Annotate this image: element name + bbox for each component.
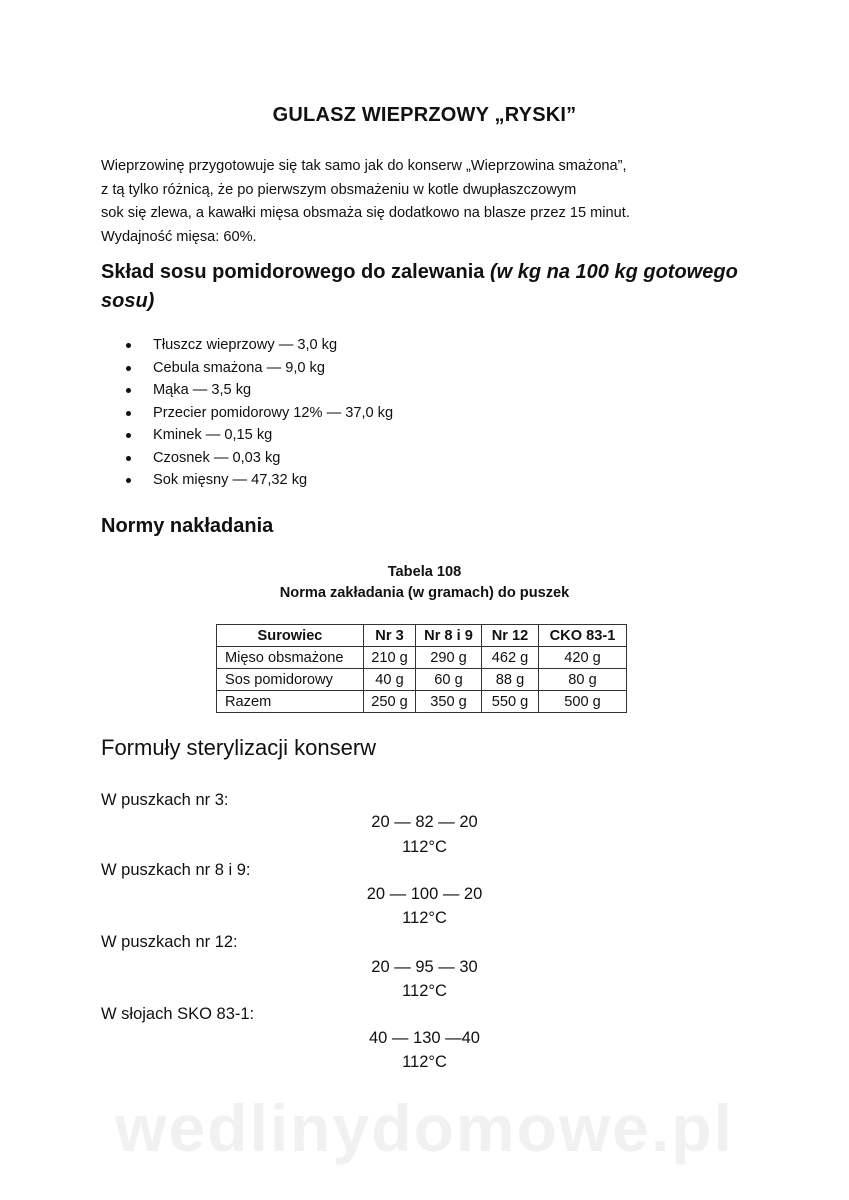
table-cell: 80 g [539, 669, 627, 691]
ingredient-list [101, 334, 393, 492]
intro-line: sok się zlewa, a kawałki mięsa obsmaża się dodatkowo na blasze przez 15 minut. [101, 205, 630, 221]
list-item: Przecier pomidorowy 12% — 37,0 kg [101, 402, 393, 425]
list-item: Kminek — 0,15 kg [101, 424, 393, 447]
column-header: Nr 12 [482, 625, 539, 647]
list-item: Cebula smażona — 9,0 kg [101, 357, 393, 380]
intro-line: Wydajność mięsa: 60%. [101, 228, 257, 245]
table-cell: 420 g [539, 647, 627, 669]
sterilization-formula: 20 — 95 — 30 [371, 958, 478, 976]
table-caption-title: Norma zakładania (w gramach) do puszek [279, 585, 570, 601]
list-item: Czosnek — 0,03 kg [101, 447, 393, 470]
table-cell: 550 g [482, 691, 539, 713]
table-row [217, 691, 627, 713]
list-item: Tłuszcz wieprzowy — 3,0 kg [101, 334, 393, 357]
table-cell: 210 g [364, 647, 416, 669]
sterilization-formula: 20 — 82 — 20 [371, 813, 478, 831]
page-title: GULASZ WIEPRZOWY „RYSKI” [272, 104, 577, 126]
column-header: Nr 3 [364, 625, 416, 647]
intro-paragraph [101, 155, 741, 249]
sterilization-heading: Formuły sterylizacji konserw [101, 735, 377, 760]
table-header-row [217, 625, 627, 647]
table-cell: 40 g [364, 669, 416, 691]
table-cell: 290 g [416, 647, 482, 669]
sterilization-temperature: 112°C [402, 982, 447, 1000]
table-cell: 250 g [364, 691, 416, 713]
table-cell: Sos pomidorowy [217, 669, 364, 691]
table-cell: 88 g [482, 669, 539, 691]
sauce-heading-text: Skład sosu pomidorowego do zalewania [101, 261, 485, 283]
norms-heading: Normy nakładania [101, 515, 274, 537]
intro-line: z tą tylko różnicą, że po pierwszym obsmażeniu w kotle dwupłaszczowym [101, 181, 577, 198]
bullet-icon [126, 411, 131, 416]
norm-table [216, 624, 627, 713]
sterilization-temperature: 112°C [402, 1053, 447, 1071]
sterilization-label: W puszkach nr 12: [101, 933, 238, 951]
column-header: CKO 83-1 [539, 625, 627, 647]
table-caption-number: Tabela 108 [387, 564, 462, 580]
sterilization-label: W słojach SKO 83-1: [101, 1005, 255, 1023]
sterilization-formula: 20 — 100 — 20 [366, 885, 483, 903]
list-item: Mąka — 3,5 kg [101, 379, 393, 402]
sauce-heading-note: (w kg na 100 kg gotowego sosu) [101, 261, 738, 312]
sterilization-label: W puszkach nr 3: [101, 791, 229, 809]
table-cell: Mięso obsmażone [217, 647, 364, 669]
table-cell: 500 g [539, 691, 627, 713]
bullet-icon [126, 343, 131, 348]
table-cell: 462 g [482, 647, 539, 669]
sauce-heading [101, 258, 741, 316]
column-header: Surowiec [217, 625, 364, 647]
site-watermark: wedlinydomowe.pl [115, 1091, 734, 1165]
bullet-icon [126, 388, 131, 393]
bullet-icon [126, 433, 131, 438]
sterilization-label: W puszkach nr 8 i 9: [101, 861, 251, 879]
column-header: Nr 8 i 9 [416, 625, 482, 647]
intro-line: Wieprzowinę przygotowuje się tak samo jak do konserw „Wieprzowina smażona”, [101, 158, 627, 174]
table-row [217, 647, 627, 669]
table-cell: 350 g [416, 691, 482, 713]
sterilization-formula: 40 — 130 —40 [369, 1029, 480, 1047]
table-cell: 60 g [416, 669, 482, 691]
sterilization-temperature: 112°C [402, 838, 447, 856]
bullet-icon [126, 366, 131, 371]
list-item: Sok mięsny — 47,32 kg [101, 469, 393, 492]
bullet-icon [126, 456, 131, 461]
bullet-icon [126, 478, 131, 483]
table-cell: Razem [217, 691, 364, 713]
table-row [217, 669, 627, 691]
sterilization-temperature: 112°C [402, 909, 447, 927]
